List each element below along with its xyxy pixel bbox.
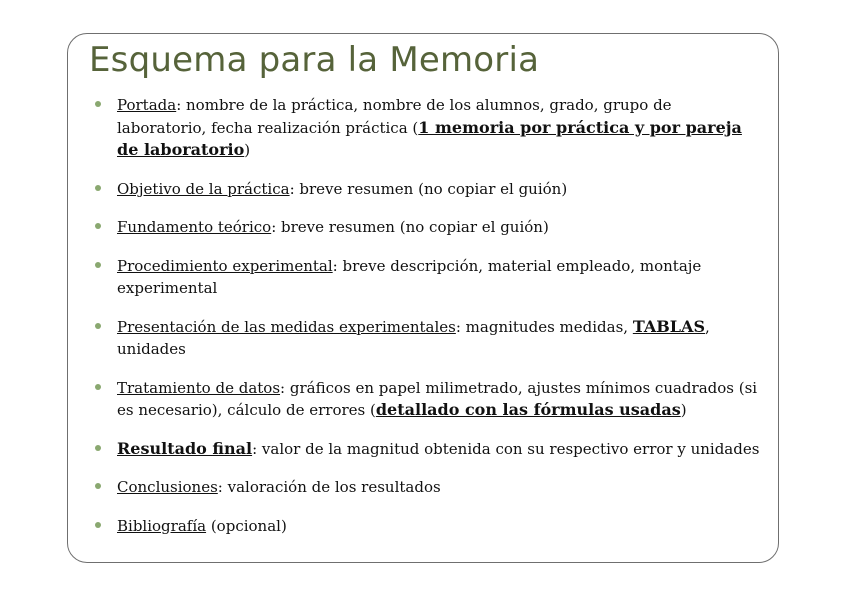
bullet-item-objetivo [90,178,762,201]
bullet-dot-icon [95,323,101,329]
item-text: (opcional) [206,516,287,535]
item-text-end: ) [680,401,687,419]
item-text-end: ) [244,141,251,159]
bullet-item-bibliografia [90,515,762,538]
item-text: : gráficos en papel milimetrado, ajustes mínimos cuadrados (si es necesario), cálculo de errores ( [117,378,758,419]
item-term: Presentación de las medidas experimentales [117,317,456,336]
item-emphasis: 1 memoria por práctica y por pareja de laboratorio [117,117,742,159]
item-text: : nombre de la práctica, nombre de los alumnos, grado, grupo de laboratorio, fecha realización práctica ( [117,96,672,137]
bullet-dot-icon [95,445,101,451]
item-text: : magnitudes medidas, [455,317,633,336]
item-term: Procedimiento experimental [117,256,333,275]
item-text: : breve resumen (no copiar el guión) [289,179,568,198]
bullet-item-fundamento [90,216,762,239]
item-text: : breve descripción, material empleado, montaje experimental [117,256,702,297]
bullet-dot-icon [95,384,101,390]
bullet-dot-icon [95,101,101,107]
item-text-end: , unidades [117,317,710,358]
item-term: Conclusiones [117,478,218,496]
bullet-item-resultado [90,438,762,461]
bullet-dot-icon [95,185,101,191]
item-emphasis: detallado con las fórmulas usadas [375,400,681,419]
bullet-item-presentacion [90,316,762,361]
item-text: : breve resumen (no copiar el guión) [271,218,549,236]
item-term: Tratamiento de datos [117,378,281,397]
item-term: Objetivo de la práctica [117,179,290,198]
bullet-dot-icon [95,522,101,528]
item-text: : valoración de los resultados [217,478,441,496]
slide-title: Esquema para la Memoria [89,40,540,80]
bullet-item-conclusiones [90,476,762,499]
item-text: : valor de la magnitud obtenida con su respectivo error y unidades [252,439,760,458]
item-term: Bibliografía [117,516,207,535]
bullet-dot-icon [95,483,101,489]
bullet-list [90,94,762,553]
item-term: Fundamento teórico [117,218,272,236]
bullet-item-portada [90,94,762,162]
bullet-dot-icon [95,262,101,268]
bullet-item-procedimiento [90,255,762,300]
bullet-item-tratamiento [90,377,762,422]
item-term: Resultado final [117,438,253,458]
bullet-dot-icon [95,223,101,229]
item-term: Portada [117,96,177,114]
item-emphasis: TABLAS [632,316,706,336]
